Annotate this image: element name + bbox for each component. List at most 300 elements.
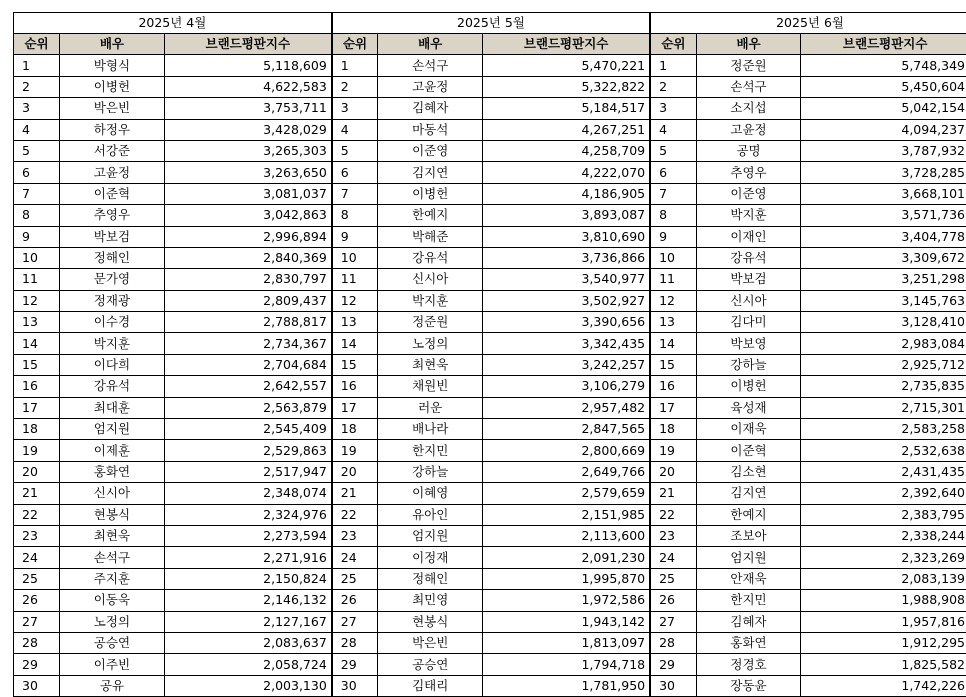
- actor-name-cell: 장동윤: [696, 675, 801, 696]
- actor-name-cell: 이다희: [60, 354, 165, 375]
- score-cell: 1,972,586: [483, 590, 651, 611]
- actor-name-cell: 정해인: [60, 247, 165, 268]
- actor-name-cell: 정경호: [696, 654, 801, 675]
- rank-cell: 29: [14, 654, 60, 675]
- month-title-april: 2025년 4월: [14, 13, 332, 34]
- rank-cell: 13: [14, 312, 60, 333]
- score-cell: 3,042,863: [164, 205, 332, 226]
- score-cell: 1,794,718: [483, 654, 651, 675]
- score-cell: 2,517,947: [164, 461, 332, 482]
- score-cell: 2,083,637: [164, 632, 332, 653]
- table-row: [14, 376, 966, 397]
- actor-name-cell: 조보아: [696, 525, 801, 546]
- table-row: [14, 419, 966, 440]
- score-cell: 2,113,600: [483, 525, 651, 546]
- score-cell: 2,957,482: [483, 397, 651, 418]
- rank-cell: 29: [650, 654, 696, 675]
- score-cell: 3,668,101: [801, 183, 966, 204]
- rank-cell: 22: [14, 504, 60, 525]
- rank-cell: 2: [650, 76, 696, 97]
- score-cell: 2,649,766: [483, 461, 651, 482]
- score-cell: 5,118,609: [164, 55, 332, 76]
- actor-name-cell: 공승연: [378, 654, 483, 675]
- score-cell: 3,390,656: [483, 312, 651, 333]
- score-cell: 3,893,087: [483, 205, 651, 226]
- score-cell: 3,128,410: [801, 312, 966, 333]
- rank-cell: 29: [332, 654, 378, 675]
- rank-cell: 20: [650, 461, 696, 482]
- actor-name-cell: 육성재: [696, 397, 801, 418]
- table-row: [14, 525, 966, 546]
- actor-name-cell: 이병헌: [378, 183, 483, 204]
- score-cell: 3,787,932: [801, 140, 966, 161]
- actor-name-cell: 박은빈: [378, 632, 483, 653]
- score-cell: 2,847,565: [483, 419, 651, 440]
- score-cell: 2,348,074: [164, 483, 332, 504]
- score-cell: 3,081,037: [164, 183, 332, 204]
- score-cell: 2,091,230: [483, 547, 651, 568]
- actor-name-cell: 이준영: [696, 183, 801, 204]
- score-cell: 1,781,950: [483, 675, 651, 696]
- month-header-row: [14, 13, 966, 34]
- score-cell: 2,583,258: [801, 419, 966, 440]
- table-row: [14, 461, 966, 482]
- score-cell: 1,912,295: [801, 632, 966, 653]
- rank-cell: 9: [332, 226, 378, 247]
- score-cell: 3,106,279: [483, 376, 651, 397]
- table-row: [14, 440, 966, 461]
- rank-cell: 30: [332, 675, 378, 696]
- score-cell: 2,563,879: [164, 397, 332, 418]
- score-cell: 5,748,349: [801, 55, 966, 76]
- actor-name-cell: 박보영: [696, 333, 801, 354]
- rank-cell: 14: [650, 333, 696, 354]
- actor-name-cell: 박해준: [378, 226, 483, 247]
- rank-cell: 14: [332, 333, 378, 354]
- score-cell: 2,579,659: [483, 483, 651, 504]
- actor-name-cell: 이동욱: [60, 590, 165, 611]
- score-cell: 2,715,301: [801, 397, 966, 418]
- actor-name-cell: 신시아: [60, 483, 165, 504]
- rank-cell: 7: [332, 183, 378, 204]
- actor-name-cell: 노정의: [60, 611, 165, 632]
- actor-name-cell: 신시아: [378, 269, 483, 290]
- score-cell: 2,800,669: [483, 440, 651, 461]
- score-cell: 1,825,582: [801, 654, 966, 675]
- table-row: [14, 611, 966, 632]
- rank-cell: 6: [332, 162, 378, 183]
- table-row: [14, 504, 966, 525]
- actor-name-cell: 현봉식: [378, 611, 483, 632]
- score-cell: 1,995,870: [483, 568, 651, 589]
- actor-name-cell: 한예지: [696, 504, 801, 525]
- actor-name-cell: 한지민: [378, 440, 483, 461]
- score-cell: 2,532,638: [801, 440, 966, 461]
- actor-name-cell: 엄지원: [696, 547, 801, 568]
- actor-name-cell: 홍화연: [60, 461, 165, 482]
- table-row: [14, 675, 966, 696]
- table-row: [14, 590, 966, 611]
- rank-cell: 22: [650, 504, 696, 525]
- rank-cell: 23: [14, 525, 60, 546]
- score-cell: 1,813,097: [483, 632, 651, 653]
- rank-cell: 1: [14, 55, 60, 76]
- rank-cell: 25: [650, 568, 696, 589]
- table-row: [14, 98, 966, 119]
- table-row: [14, 247, 966, 268]
- actor-name-cell: 이병헌: [60, 76, 165, 97]
- actor-name-cell: 서강준: [60, 140, 165, 161]
- actor-name-cell: 노정의: [378, 333, 483, 354]
- score-cell: 3,309,672: [801, 247, 966, 268]
- actor-name-cell: 최현욱: [60, 525, 165, 546]
- actor-name-cell: 김태리: [378, 675, 483, 696]
- rank-cell: 19: [650, 440, 696, 461]
- score-cell: 2,809,437: [164, 290, 332, 311]
- actor-name-cell: 이재욱: [696, 419, 801, 440]
- rank-cell: 21: [14, 483, 60, 504]
- rank-cell: 3: [650, 98, 696, 119]
- table-row: [14, 162, 966, 183]
- score-cell: 2,545,409: [164, 419, 332, 440]
- rank-cell: 27: [14, 611, 60, 632]
- score-cell: 2,058,724: [164, 654, 332, 675]
- score-header: 브랜드평판지수: [164, 34, 332, 55]
- rank-cell: 24: [650, 547, 696, 568]
- rank-cell: 8: [14, 205, 60, 226]
- rank-cell: 22: [332, 504, 378, 525]
- rank-cell: 4: [650, 119, 696, 140]
- actor-name-cell: 마동석: [378, 119, 483, 140]
- table-row: [14, 632, 966, 653]
- rank-cell: 4: [332, 119, 378, 140]
- month-title-may: 2025년 5월: [332, 13, 650, 34]
- rank-cell: 17: [14, 397, 60, 418]
- score-cell: 5,322,822: [483, 76, 651, 97]
- rank-cell: 14: [14, 333, 60, 354]
- score-cell: 2,003,130: [164, 675, 332, 696]
- rank-cell: 17: [650, 397, 696, 418]
- table-row: [14, 183, 966, 204]
- score-cell: 2,271,916: [164, 547, 332, 568]
- actor-name-cell: 강유석: [696, 247, 801, 268]
- score-cell: 3,810,690: [483, 226, 651, 247]
- actor-name-cell: 공승연: [60, 632, 165, 653]
- rank-cell: 16: [332, 376, 378, 397]
- actor-name-cell: 강하늘: [696, 354, 801, 375]
- score-cell: 3,263,650: [164, 162, 332, 183]
- rank-cell: 10: [332, 247, 378, 268]
- actor-name-cell: 엄지원: [60, 419, 165, 440]
- table-row: [14, 269, 966, 290]
- score-cell: 2,431,435: [801, 461, 966, 482]
- actor-name-cell: 김혜자: [696, 611, 801, 632]
- rank-cell: 30: [650, 675, 696, 696]
- rank-cell: 11: [14, 269, 60, 290]
- rank-cell: 30: [14, 675, 60, 696]
- table-row: [14, 354, 966, 375]
- rank-cell: 17: [332, 397, 378, 418]
- table-row: [14, 76, 966, 97]
- score-cell: 2,983,084: [801, 333, 966, 354]
- table-row: [14, 140, 966, 161]
- score-cell: 2,830,797: [164, 269, 332, 290]
- table-row: [14, 568, 966, 589]
- rank-cell: 6: [14, 162, 60, 183]
- score-cell: 2,323,269: [801, 547, 966, 568]
- actor-name-cell: 공유: [60, 675, 165, 696]
- rank-cell: 25: [332, 568, 378, 589]
- rank-cell: 25: [14, 568, 60, 589]
- rank-cell: 3: [14, 98, 60, 119]
- score-cell: 3,404,778: [801, 226, 966, 247]
- table-row: [14, 119, 966, 140]
- rank-cell: 18: [332, 419, 378, 440]
- actor-name-cell: 박지훈: [378, 290, 483, 311]
- actor-name-cell: 정해인: [378, 568, 483, 589]
- score-cell: 4,258,709: [483, 140, 651, 161]
- actor-name-cell: 추영우: [60, 205, 165, 226]
- actor-name-cell: 정재광: [60, 290, 165, 311]
- actor-name-cell: 박은빈: [60, 98, 165, 119]
- score-cell: 2,840,369: [164, 247, 332, 268]
- actor-name-cell: 홍화연: [696, 632, 801, 653]
- score-cell: 2,704,684: [164, 354, 332, 375]
- score-cell: 2,150,824: [164, 568, 332, 589]
- score-cell: 1,988,908: [801, 590, 966, 611]
- actor-header: 배우: [60, 34, 165, 55]
- rank-cell: 23: [332, 525, 378, 546]
- rank-cell: 8: [332, 205, 378, 226]
- column-header-row: [14, 34, 966, 55]
- rank-cell: 1: [650, 55, 696, 76]
- actor-name-cell: 김지연: [378, 162, 483, 183]
- score-cell: 2,151,985: [483, 504, 651, 525]
- actor-name-cell: 엄지원: [378, 525, 483, 546]
- actor-name-cell: 손석구: [378, 55, 483, 76]
- actor-name-cell: 소지섭: [696, 98, 801, 119]
- rank-cell: 15: [332, 354, 378, 375]
- score-cell: 2,324,976: [164, 504, 332, 525]
- score-cell: 5,042,154: [801, 98, 966, 119]
- score-cell: 3,428,029: [164, 119, 332, 140]
- rank-cell: 11: [650, 269, 696, 290]
- actor-name-cell: 한예지: [378, 205, 483, 226]
- score-cell: 2,788,817: [164, 312, 332, 333]
- rank-cell: 4: [14, 119, 60, 140]
- actor-name-cell: 최민영: [378, 590, 483, 611]
- ranking-rows: [14, 55, 966, 697]
- rank-cell: 5: [14, 140, 60, 161]
- actor-name-cell: 강하늘: [378, 461, 483, 482]
- score-cell: 1,943,142: [483, 611, 651, 632]
- actor-name-cell: 현봉식: [60, 504, 165, 525]
- score-cell: 3,736,866: [483, 247, 651, 268]
- score-cell: 3,540,977: [483, 269, 651, 290]
- score-cell: 4,094,237: [801, 119, 966, 140]
- score-cell: 4,222,070: [483, 162, 651, 183]
- actor-name-cell: 한지민: [696, 590, 801, 611]
- actor-name-cell: 정준원: [696, 55, 801, 76]
- score-cell: 2,392,640: [801, 483, 966, 504]
- actor-name-cell: 최대훈: [60, 397, 165, 418]
- table-row: [14, 397, 966, 418]
- score-cell: 4,267,251: [483, 119, 651, 140]
- actor-name-cell: 이주빈: [60, 654, 165, 675]
- score-cell: 2,996,894: [164, 226, 332, 247]
- rank-cell: 20: [14, 461, 60, 482]
- rank-cell: 9: [650, 226, 696, 247]
- rank-cell: 3: [332, 98, 378, 119]
- rank-cell: 6: [650, 162, 696, 183]
- rank-cell: 27: [332, 611, 378, 632]
- rank-cell: 27: [650, 611, 696, 632]
- score-cell: 1,742,226: [801, 675, 966, 696]
- rank-cell: 26: [650, 590, 696, 611]
- rank-cell: 10: [650, 247, 696, 268]
- rank-cell: 18: [650, 419, 696, 440]
- actor-name-cell: 김소현: [696, 461, 801, 482]
- rank-cell: 24: [332, 547, 378, 568]
- table-row: [14, 654, 966, 675]
- actor-name-cell: 강유석: [60, 376, 165, 397]
- actor-name-cell: 유아인: [378, 504, 483, 525]
- rank-cell: 26: [14, 590, 60, 611]
- score-cell: 3,728,285: [801, 162, 966, 183]
- actor-name-cell: 고윤정: [60, 162, 165, 183]
- score-header: 브랜드평판지수: [801, 34, 966, 55]
- table-row: [14, 55, 966, 76]
- score-cell: 1,957,816: [801, 611, 966, 632]
- rank-cell: 19: [14, 440, 60, 461]
- rank-cell: 12: [14, 290, 60, 311]
- score-cell: 2,529,863: [164, 440, 332, 461]
- actor-name-cell: 안재욱: [696, 568, 801, 589]
- actor-name-cell: 김지연: [696, 483, 801, 504]
- actor-name-cell: 공명: [696, 140, 801, 161]
- actor-name-cell: 채원빈: [378, 376, 483, 397]
- rank-cell: 16: [14, 376, 60, 397]
- actor-name-cell: 김다미: [696, 312, 801, 333]
- rank-cell: 23: [650, 525, 696, 546]
- score-cell: 2,735,835: [801, 376, 966, 397]
- table-row: [14, 483, 966, 504]
- rank-cell: 18: [14, 419, 60, 440]
- rank-cell: 26: [332, 590, 378, 611]
- rank-cell: 13: [650, 312, 696, 333]
- actor-name-cell: 손석구: [696, 76, 801, 97]
- actor-name-cell: 신시아: [696, 290, 801, 311]
- score-cell: 3,342,435: [483, 333, 651, 354]
- rank-cell: 28: [650, 632, 696, 653]
- rank-cell: 2: [332, 76, 378, 97]
- actor-name-cell: 이준영: [378, 140, 483, 161]
- score-cell: 2,734,367: [164, 333, 332, 354]
- rank-cell: 7: [650, 183, 696, 204]
- rank-cell: 13: [332, 312, 378, 333]
- actor-name-cell: 정준원: [378, 312, 483, 333]
- score-cell: 2,642,557: [164, 376, 332, 397]
- actor-name-cell: 이수경: [60, 312, 165, 333]
- actor-name-cell: 추영우: [696, 162, 801, 183]
- actor-name-cell: 김혜자: [378, 98, 483, 119]
- table-row: [14, 205, 966, 226]
- rank-cell: 12: [650, 290, 696, 311]
- score-cell: 3,242,257: [483, 354, 651, 375]
- rank-cell: 21: [332, 483, 378, 504]
- actor-name-cell: 이재인: [696, 226, 801, 247]
- actor-name-cell: 박지훈: [696, 205, 801, 226]
- score-cell: 3,571,736: [801, 205, 966, 226]
- score-cell: 3,251,298: [801, 269, 966, 290]
- actor-name-cell: 고윤정: [696, 119, 801, 140]
- score-cell: 2,383,795: [801, 504, 966, 525]
- rank-cell: 12: [332, 290, 378, 311]
- rank-header: 순위: [650, 34, 696, 55]
- rank-cell: 5: [650, 140, 696, 161]
- actor-name-cell: 이준혁: [60, 183, 165, 204]
- table-row: [14, 290, 966, 311]
- table-row: [14, 333, 966, 354]
- brand-reputation-table: [13, 12, 966, 697]
- rank-cell: 2: [14, 76, 60, 97]
- actor-name-cell: 박보검: [60, 226, 165, 247]
- rank-cell: 9: [14, 226, 60, 247]
- rank-cell: 15: [14, 354, 60, 375]
- table-row: [14, 226, 966, 247]
- actor-name-cell: 이혜영: [378, 483, 483, 504]
- score-cell: 3,753,711: [164, 98, 332, 119]
- actor-name-cell: 박형식: [60, 55, 165, 76]
- rank-cell: 5: [332, 140, 378, 161]
- actor-name-cell: 이정재: [378, 547, 483, 568]
- rank-cell: 11: [332, 269, 378, 290]
- month-title-june: 2025년 6월: [650, 13, 966, 34]
- score-cell: 2,338,244: [801, 525, 966, 546]
- score-cell: 2,273,594: [164, 525, 332, 546]
- score-cell: 2,083,139: [801, 568, 966, 589]
- actor-header: 배우: [696, 34, 801, 55]
- rank-header: 순위: [14, 34, 60, 55]
- rank-cell: 28: [332, 632, 378, 653]
- score-cell: 3,145,763: [801, 290, 966, 311]
- score-cell: 3,502,927: [483, 290, 651, 311]
- score-cell: 2,146,132: [164, 590, 332, 611]
- score-cell: 2,925,712: [801, 354, 966, 375]
- actor-name-cell: 러운: [378, 397, 483, 418]
- score-cell: 5,184,517: [483, 98, 651, 119]
- actor-name-cell: 배나라: [378, 419, 483, 440]
- table-row: [14, 547, 966, 568]
- rank-cell: 20: [332, 461, 378, 482]
- actor-name-cell: 박지훈: [60, 333, 165, 354]
- rank-cell: 8: [650, 205, 696, 226]
- actor-name-cell: 이준혁: [696, 440, 801, 461]
- actor-name-cell: 강유석: [378, 247, 483, 268]
- score-cell: 2,127,167: [164, 611, 332, 632]
- rank-cell: 19: [332, 440, 378, 461]
- actor-name-cell: 이병헌: [696, 376, 801, 397]
- rank-cell: 7: [14, 183, 60, 204]
- rank-header: 순위: [332, 34, 378, 55]
- actor-name-cell: 고윤정: [378, 76, 483, 97]
- rank-cell: 16: [650, 376, 696, 397]
- actor-name-cell: 문가영: [60, 269, 165, 290]
- score-header: 브랜드평판지수: [483, 34, 651, 55]
- rank-cell: 1: [332, 55, 378, 76]
- actor-name-cell: 주지훈: [60, 568, 165, 589]
- score-cell: 5,450,604: [801, 76, 966, 97]
